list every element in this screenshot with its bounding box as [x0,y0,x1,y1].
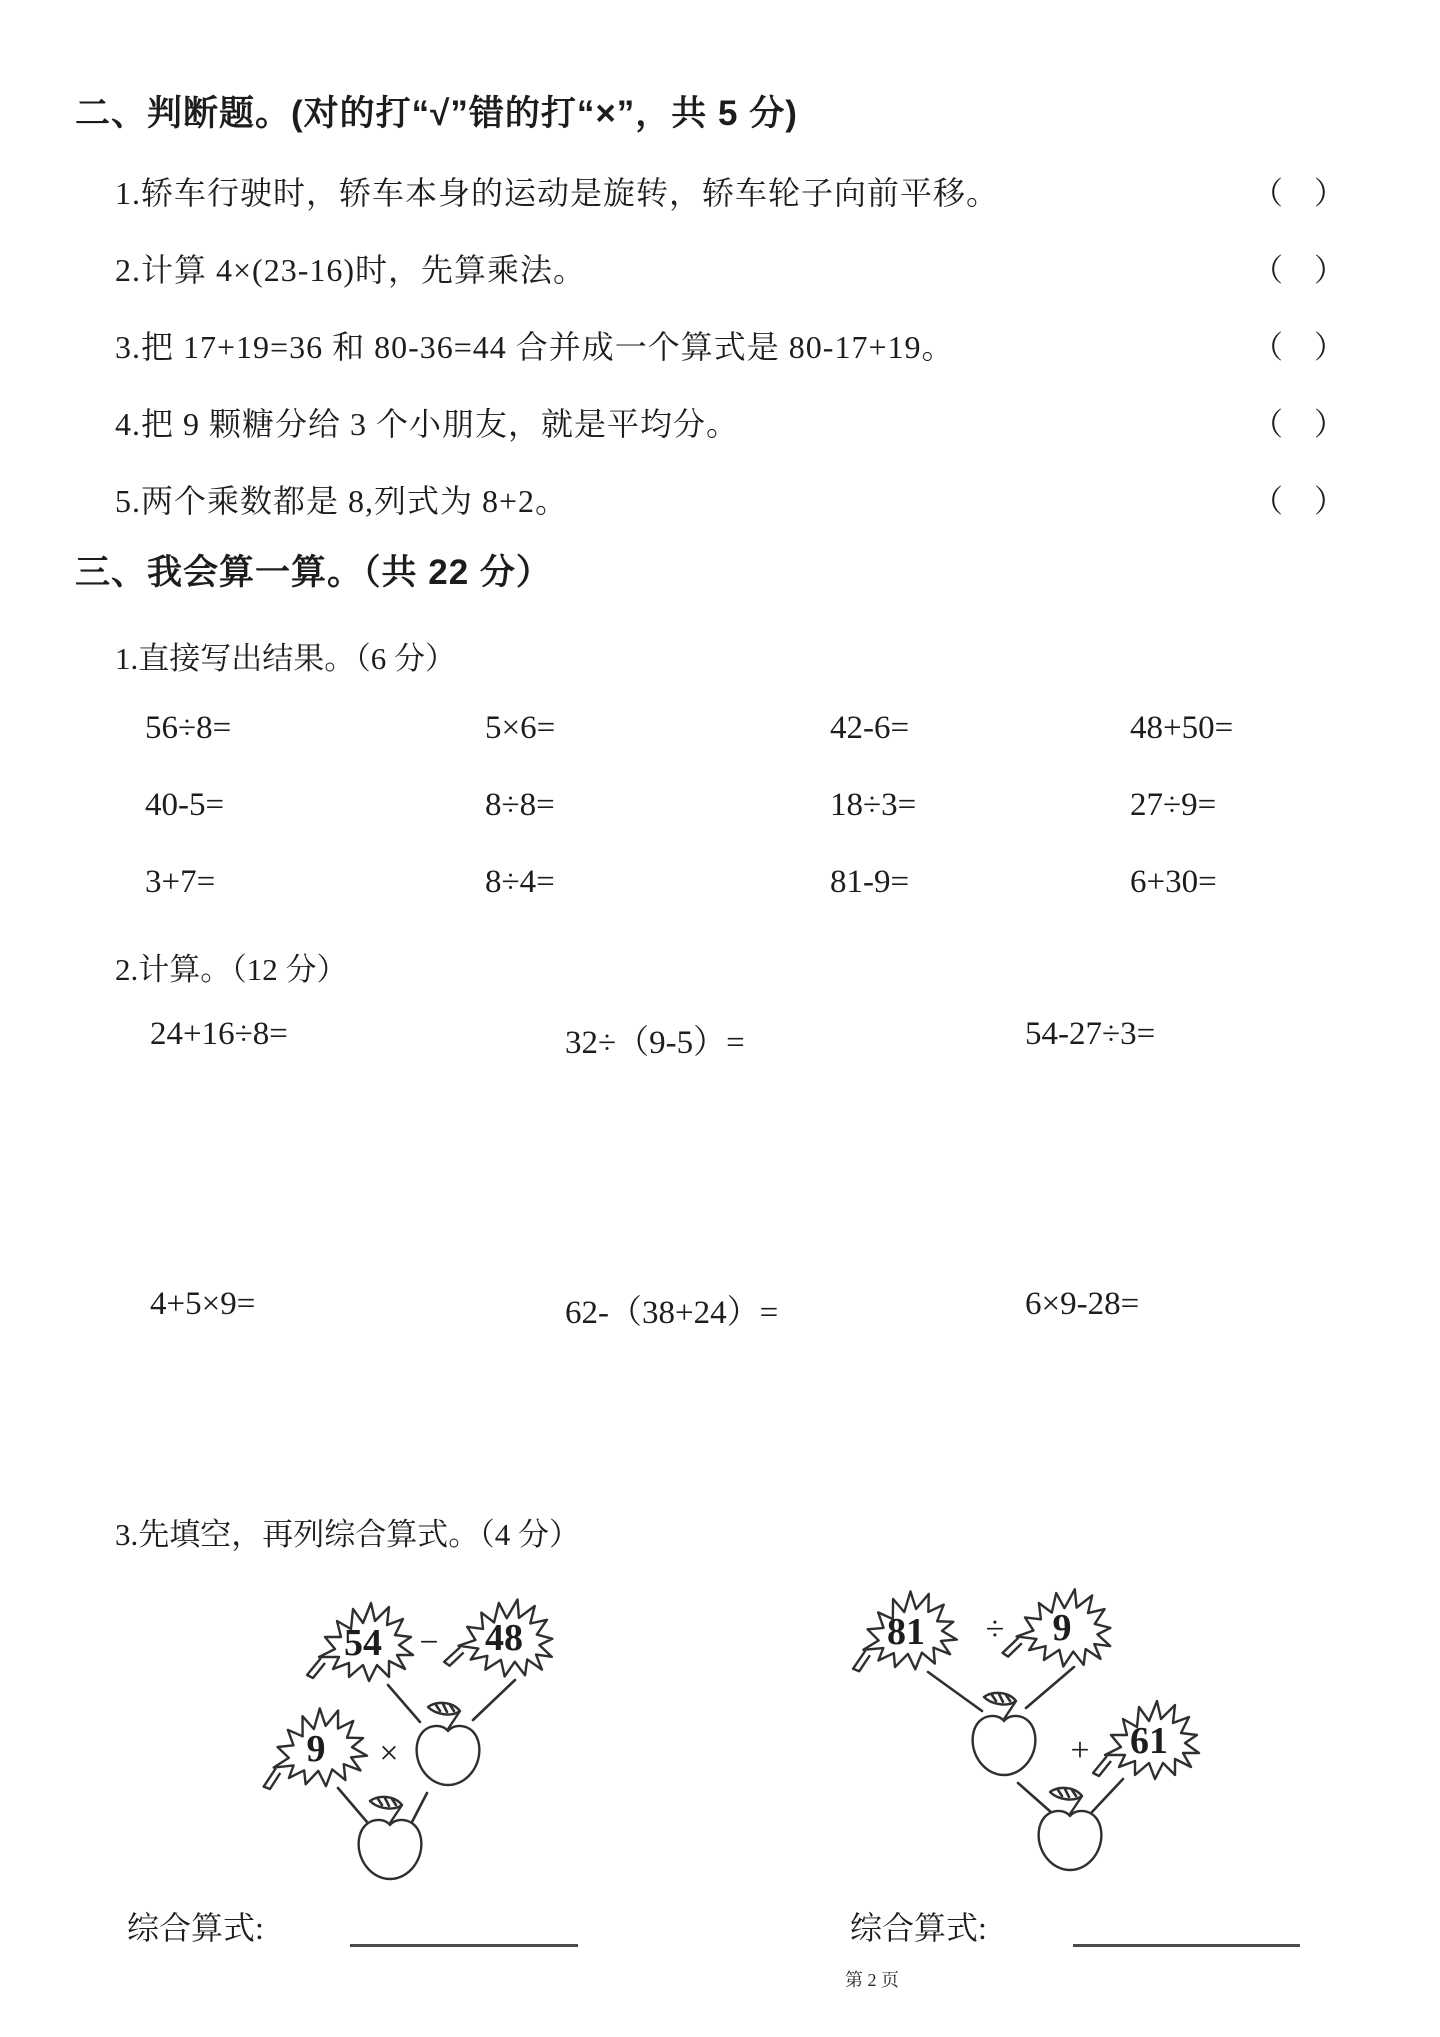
apple-blank[interactable] [1039,1788,1102,1870]
math-expression: 48+50= [1130,710,1234,746]
leaf-value: 48 [485,1617,523,1659]
oral-calculation-grid [145,710,1330,941]
leaf-value: 9 [306,1728,326,1770]
math-expression: 40-5= [145,787,225,823]
answer-parens-5[interactable]: （ ） [1252,484,1345,519]
answer-parens-4[interactable]: （ ） [1252,407,1345,442]
math-expression: 81-9= [830,864,910,900]
math-expression: 24+16÷8= [150,1016,288,1052]
written-calculation-row-1 [150,1016,1345,1063]
math-expression: 6+30= [1130,864,1217,900]
math-expression: 6×9-28= [1025,1286,1140,1322]
connector-line [928,1672,982,1711]
connector-line [1092,1779,1123,1812]
connector-line [412,1793,427,1822]
judge-item-4: 4.把 9 颗糖分给 3 个小朋友，就是平均分。 [115,406,740,442]
left-fill-diagram [215,1560,585,1920]
answer-label-right: 综合算式: [850,1910,987,1946]
judge-item-1: 1.轿车行驶时，轿车本身的运动是旋转，轿车轮子向前平移。 [115,175,1000,211]
leaf-value: 61 [1130,1720,1168,1762]
math-expression: 56÷8= [145,710,232,746]
math-expression: 32÷（9-5）= [565,1025,745,1061]
apple-blank[interactable] [359,1797,422,1879]
sub3-title: 3.先填空，再列综合算式。（4 分） [115,1517,580,1552]
math-expression: 4+5×9= [150,1286,256,1322]
operator: − [419,1624,439,1661]
judge-item-5: 5.两个乘数都是 8,列式为 8+2。 [115,483,569,519]
connector-line [338,1788,367,1822]
section3-title: 三、我会算一算。（共 22 分） [75,553,552,592]
operator: × [379,1735,399,1772]
math-expression: 27÷9= [1130,787,1217,823]
connector-line [473,1680,515,1720]
sub2-title: 2.计算。（12 分） [115,952,348,987]
answer-line-right[interactable] [1073,1944,1300,1947]
operator: + [1070,1732,1090,1769]
leaf-value: 54 [344,1622,382,1664]
right-fill-diagram [825,1555,1215,1915]
answer-line-left[interactable] [350,1944,578,1947]
answer-parens-1[interactable]: （ ） [1252,176,1345,211]
math-expression: 42-6= [830,710,910,746]
math-expression: 18÷3= [830,787,917,823]
answer-label-left: 综合算式: [127,1910,264,1946]
leaf-value: 81 [887,1611,925,1653]
connector-line [1026,1667,1074,1708]
page-number: 第 2 页 [845,1970,899,1990]
math-expression: 5×6= [485,710,556,746]
written-calculation-row-2 [150,1286,1345,1333]
judge-item-2: 2.计算 4×(23-16)时，先算乘法。 [115,252,587,288]
apple-blank[interactable] [417,1703,480,1785]
operator: ÷ [985,1611,1005,1648]
judge-item-3: 3.把 17+19=36 和 80-36=44 合并成一个算式是 80-17+19。 [115,329,955,365]
math-expression: 8÷8= [485,787,555,823]
math-expression: 54-27÷3= [1025,1016,1156,1052]
answer-parens-2[interactable]: （ ） [1252,253,1345,288]
apple-blank[interactable] [973,1693,1036,1775]
math-expression: 62-（38+24）= [565,1295,779,1331]
math-expression: 8÷4= [485,864,555,900]
section2-title: 二、判断题。(对的打“√”错的打“×”，共 5 分) [75,94,798,133]
connector-line [388,1685,420,1722]
sub1-title: 1.直接写出结果。（6 分） [115,641,456,676]
connector-line [1018,1783,1052,1813]
leaf-value: 9 [1052,1607,1072,1649]
math-expression: 3+7= [145,864,216,900]
answer-parens-3[interactable]: （ ） [1252,330,1345,365]
